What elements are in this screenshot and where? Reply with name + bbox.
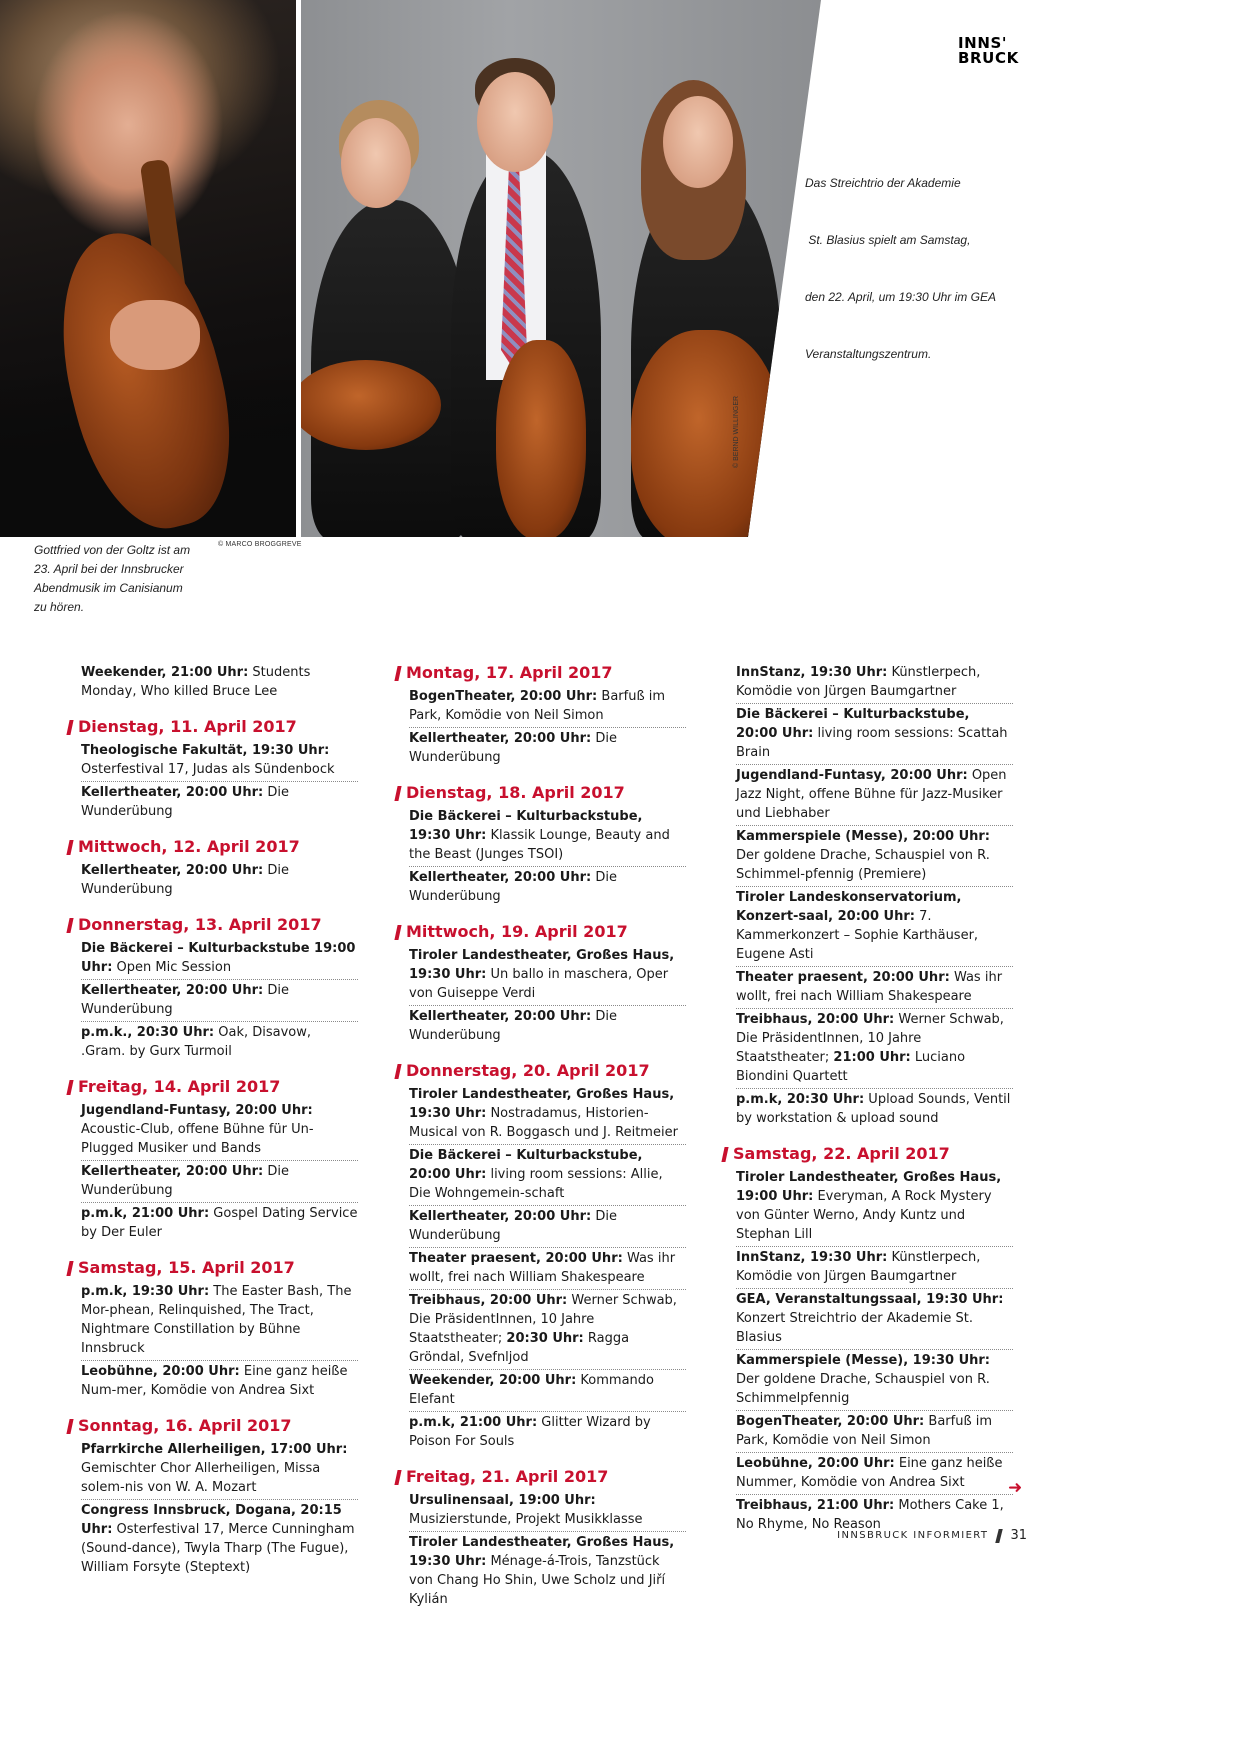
listings-column-3 <box>723 662 1013 1536</box>
event-description: Everyman, A Rock Mystery von Günter Werno, Andy Kuntz und Stephan Lill <box>736 1189 992 1242</box>
event-list-continued <box>68 662 358 703</box>
caption-line: Abendmusik im Canisianum <box>34 581 183 595</box>
event-list <box>396 945 686 1047</box>
event-venue-time: Weekender, 20:00 Uhr: <box>409 1373 577 1388</box>
event-description: Ragga Gröndal, Svefnljod <box>409 1331 630 1365</box>
event-description: Die Wunderübung <box>409 1209 617 1243</box>
event-entry <box>409 1490 686 1532</box>
event-venue-time: Die Bäckerei – Kulturbackstube, 20:00 Uhr: <box>409 1148 643 1182</box>
day-marker-icon <box>66 840 73 855</box>
caption-line: Veranstaltungszentrum. <box>805 347 932 361</box>
event-description: Werner Schwab, Die PräsidentInnen, 10 Jahre Staatstheater; <box>409 1293 677 1346</box>
event-venue-time: Weekender, 21:00 Uhr: <box>81 665 249 680</box>
event-list <box>68 860 358 901</box>
event-venue-time: Theater praesent, 20:00 Uhr: <box>409 1251 623 1266</box>
event-venue-time: Treibhaus, 20:00 Uhr: <box>736 1012 895 1027</box>
event-venue-time: Leobühne, 20:00 Uhr: <box>81 1364 240 1379</box>
day-marker-icon <box>394 786 401 801</box>
day-heading <box>68 716 358 738</box>
day-marker-icon <box>721 1147 728 1162</box>
event-entry <box>409 867 686 908</box>
event-entry <box>736 1089 1013 1130</box>
footer-title: INNSBRUCK INFORMIERT <box>837 1530 989 1541</box>
event-description: Open Jazz Night, offene Bühne für Jazz-Musiker und Liebhaber <box>736 768 1007 821</box>
event-venue-time: Ursulinensaal, 19:00 Uhr: <box>409 1493 596 1508</box>
day-heading-label: Montag, 17. April 2017 <box>406 663 613 682</box>
photo-caption-left <box>34 541 214 617</box>
event-entry <box>736 1289 1013 1350</box>
event-description: Der goldene Drache, Schauspiel von R. Schimmel-pfennig (Premiere) <box>736 848 990 882</box>
event-list <box>396 806 686 908</box>
event-venue-time: Tiroler Landestheater, Großes Haus, 19:30 Uhr: <box>409 1535 675 1569</box>
event-description: Nostradamus, Historien-Musical von R. Boggasch und J. Reitmeier <box>409 1106 678 1140</box>
event-description: Upload Sounds, Ventil by workstation & upload sound <box>736 1092 1011 1126</box>
day-heading <box>396 782 686 804</box>
event-venue-time: Tiroler Landestheater, Großes Haus, 19:00 Uhr: <box>736 1170 1002 1204</box>
event-description: Ménage-á-Trois, Tanzstück von Chang Ho Shin, Uwe Scholz und Jiří Kylián <box>409 1554 666 1607</box>
event-description: Gemischter Chor Allerheiligen, Missa solem-nis von W. A. Mozart <box>81 1461 321 1495</box>
event-venue-time: p.m.k, 21:00 Uhr: <box>81 1206 210 1221</box>
innsbruck-logo <box>958 36 1019 66</box>
event-description: Osterfestival 17, Merce Cunningham (Sound-dance), Twyla Tharp (The Fugue), William Forsyte (Steptext) <box>81 1522 355 1575</box>
day-heading <box>396 921 686 943</box>
event-entry <box>736 967 1013 1009</box>
event-entry <box>736 1167 1013 1247</box>
event-venue-time: Kellertheater, 20:00 Uhr: <box>81 785 264 800</box>
photo-cello-right <box>631 330 781 537</box>
listings-column-1 <box>68 662 358 1579</box>
caption-line: den 22. April, um 19:30 Uhr im GEA <box>805 290 996 304</box>
day-marker-icon <box>66 1080 73 1095</box>
event-venue-time: p.m.k, 21:00 Uhr: <box>409 1415 538 1430</box>
event-venue-time: Theater praesent, 20:00 Uhr: <box>736 970 950 985</box>
event-description: Eine ganz heiße Nummer, Komödie von Andrea Sixt <box>736 1456 1003 1490</box>
event-venue-time: 21:00 Uhr: <box>833 1050 911 1065</box>
photo-credit-right: © BERND WILLINGER <box>733 395 740 468</box>
event-venue-time: Kellertheater, 20:00 Uhr: <box>409 1009 592 1024</box>
event-description: Barfuß im Park, Komödie von Neil Simon <box>736 1414 993 1448</box>
event-entry <box>81 1100 358 1161</box>
event-entry <box>736 1350 1013 1411</box>
event-venue-time: Leobühne, 20:00 Uhr: <box>736 1456 895 1471</box>
event-entry <box>81 782 358 823</box>
event-entry <box>409 1532 686 1611</box>
day-marker-icon <box>394 1064 401 1079</box>
event-venue-time: Tiroler Landestheater, Großes Haus, 19:30 Uhr: <box>409 948 675 982</box>
event-description: Der goldene Drache, Schauspiel von R. Schimmelpfennig <box>736 1372 990 1406</box>
event-venue-time: Kammerspiele (Messe), 19:30 Uhr: <box>736 1353 991 1368</box>
photo-gottfried-von-der-goltz <box>0 0 296 537</box>
event-entry <box>736 662 1013 704</box>
event-entry <box>409 1412 686 1453</box>
photo-face-center <box>477 72 553 172</box>
event-description: Die Wunderübung <box>81 1164 289 1198</box>
event-venue-time: InnStanz, 19:30 Uhr: <box>736 1250 888 1265</box>
photo-face-right <box>663 96 733 188</box>
event-entry <box>409 1084 686 1145</box>
event-description: Acoustic-Club, offene Bühne für Un-Plugged Musiker und Bands <box>81 1122 314 1156</box>
event-entry <box>736 826 1013 887</box>
caption-line: zu hören. <box>34 600 85 614</box>
event-description: Die Wunderübung <box>409 1009 617 1043</box>
day-heading <box>68 1415 358 1437</box>
event-entry <box>736 1247 1013 1289</box>
event-venue-time: Jugendland-Funtasy, 20:00 Uhr: <box>81 1103 313 1118</box>
day-heading <box>396 1060 686 1082</box>
event-description: Luciano Biondini Quartett <box>736 1050 966 1084</box>
event-description: Was ihr wollt, frei nach William Shakespeare <box>736 970 1003 1004</box>
day-marker-icon <box>66 918 73 933</box>
event-description: Barfuß im Park, Komödie von Neil Simon <box>409 689 666 723</box>
event-description: Was ihr wollt, frei nach William Shakespeare <box>409 1251 676 1285</box>
photo-credit-left: © MARCO BROGGREVE <box>218 541 302 548</box>
day-heading <box>68 1076 358 1098</box>
event-description: Kommando Elefant <box>409 1373 654 1407</box>
event-venue-time: InnStanz, 19:30 Uhr: <box>736 665 888 680</box>
day-heading-label: Donnerstag, 20. April 2017 <box>406 1061 650 1080</box>
day-heading-label: Sonntag, 16. April 2017 <box>78 1416 292 1435</box>
event-entry <box>81 1022 358 1063</box>
event-list <box>68 1281 358 1402</box>
event-entry <box>81 938 358 980</box>
event-venue-time: Theologische Fakultät, 19:30 Uhr: <box>81 743 330 758</box>
event-description: The Easter Bash, The Mor-phean, Relinquished, The Tract, Nightmare Constillation by Bühne Innsbruck <box>81 1284 352 1356</box>
event-list <box>723 1167 1013 1536</box>
event-venue-time: Kellertheater, 20:00 Uhr: <box>409 731 592 746</box>
day-marker-icon <box>66 1261 73 1276</box>
event-venue-time: Pfarrkirche Allerheiligen, 17:00 Uhr: <box>81 1442 348 1457</box>
event-venue-time: p.m.k, 20:30 Uhr: <box>736 1092 865 1107</box>
day-heading-label: Mittwoch, 12. April 2017 <box>78 837 300 856</box>
day-heading-label: Samstag, 22. April 2017 <box>733 1144 950 1163</box>
day-heading-label: Freitag, 21. April 2017 <box>406 1467 609 1486</box>
event-venue-time: BogenTheater, 20:00 Uhr: <box>736 1414 925 1429</box>
event-description: Die Wunderübung <box>81 785 289 819</box>
photo-streichtrio <box>301 0 821 537</box>
event-entry <box>409 1370 686 1412</box>
event-description: Mothers Cake 1, No Rhyme, No Reason <box>736 1498 1004 1532</box>
event-entry <box>409 806 686 867</box>
event-venue-time: Kammerspiele (Messe), 20:00 Uhr: <box>736 829 991 844</box>
event-entry <box>81 1361 358 1402</box>
event-entry <box>736 1009 1013 1089</box>
event-venue-time: Die Bäckerei – Kulturbackstube 19:00 Uhr: <box>81 941 356 975</box>
event-description: living room sessions: Scattah Brain <box>736 726 1008 760</box>
event-entry <box>81 1281 358 1361</box>
day-heading <box>68 1257 358 1279</box>
day-marker-icon <box>66 720 73 735</box>
event-venue-time: BogenTheater, 20:00 Uhr: <box>409 689 598 704</box>
event-entry <box>81 740 358 782</box>
day-marker-icon <box>394 925 401 940</box>
photo-caption-right <box>805 136 1065 383</box>
day-heading <box>68 914 358 936</box>
day-marker-icon <box>394 666 401 681</box>
event-list <box>396 1490 686 1611</box>
day-heading <box>68 836 358 858</box>
event-description: Künstlerpech, Komödie von Jürgen Baumgartner <box>736 1250 981 1284</box>
event-venue-time: Die Bäckerei – Kulturbackstube, 20:00 Uhr: <box>736 707 970 741</box>
event-list <box>68 1439 358 1579</box>
event-entry <box>736 765 1013 826</box>
event-entry <box>81 662 358 703</box>
event-venue-time: Kellertheater, 20:00 Uhr: <box>81 983 264 998</box>
event-description: Eine ganz heiße Num-mer, Komödie von Andrea Sixt <box>81 1364 348 1398</box>
event-entry <box>736 1411 1013 1453</box>
photo-viola-center <box>496 340 586 537</box>
event-entry <box>409 686 686 728</box>
event-entry <box>409 1206 686 1248</box>
logo-line-2: BRUCK <box>958 49 1019 67</box>
day-marker-icon <box>394 1470 401 1485</box>
footer-divider <box>996 1529 1003 1543</box>
event-list <box>396 686 686 769</box>
day-heading-label: Mittwoch, 19. April 2017 <box>406 922 628 941</box>
event-description: Gospel Dating Service by Der Euler <box>81 1206 358 1240</box>
caption-line: St. Blasius spielt am Samstag, <box>805 233 971 247</box>
event-entry <box>409 728 686 769</box>
caption-line: Das Streichtrio der Akademie <box>805 176 961 190</box>
listings-column-2 <box>396 662 686 1611</box>
event-venue-time: p.m.k, 19:30 Uhr: <box>81 1284 210 1299</box>
day-heading-label: Donnerstag, 13. April 2017 <box>78 915 322 934</box>
event-description: living room sessions: Allie, Die Wohngemein-schaft <box>409 1167 663 1201</box>
event-venue-time: Die Bäckerei – Kulturbackstube, 19:30 Uhr: <box>409 809 643 843</box>
event-entry <box>736 887 1013 967</box>
event-list <box>68 740 358 823</box>
event-description: Klassik Lounge, Beauty and the Beast (Junges TSOI) <box>409 828 670 862</box>
photo-hand <box>110 300 200 370</box>
event-entry <box>409 1248 686 1290</box>
event-venue-time: GEA, Veranstaltungssaal, 19:30 Uhr: <box>736 1292 1004 1307</box>
event-venue-time: p.m.k., 20:30 Uhr: <box>81 1025 215 1040</box>
event-description: Open Mic Session <box>112 960 232 975</box>
event-description: Musizierstunde, Projekt Musikklasse <box>409 1512 643 1527</box>
event-description: Die Wunderübung <box>81 983 289 1017</box>
caption-line: Gottfried von der Goltz ist am <box>34 543 191 557</box>
page-footer <box>780 1528 1027 1543</box>
event-entry <box>409 1290 686 1370</box>
event-venue-time: Kellertheater, 20:00 Uhr: <box>81 1164 264 1179</box>
event-entry <box>736 1453 1013 1495</box>
day-heading-label: Freitag, 14. April 2017 <box>78 1077 281 1096</box>
event-venue-time: Kellertheater, 20:00 Uhr: <box>81 863 264 878</box>
logo-line-1: INNS' <box>958 34 1008 52</box>
event-description: 7. Kammerkonzert – Sophie Karthäuser, Eugene Asti <box>736 909 979 962</box>
event-entry <box>409 1006 686 1047</box>
event-venue-time: Treibhaus, 20:00 Uhr: <box>409 1293 568 1308</box>
event-description: Oak, Disavow, .Gram. by Gurx Turmoil <box>81 1025 312 1059</box>
event-entry <box>81 1161 358 1203</box>
event-entry <box>409 1145 686 1206</box>
event-description: Die Wunderübung <box>81 863 289 897</box>
event-description: Konzert Streichtrio der Akademie St. Blasius <box>736 1311 974 1345</box>
event-venue-time: Jugendland-Funtasy, 20:00 Uhr: <box>736 768 968 783</box>
day-heading-label: Dienstag, 11. April 2017 <box>78 717 297 736</box>
day-heading-label: Samstag, 15. April 2017 <box>78 1258 295 1277</box>
event-entry <box>81 860 358 901</box>
event-entry <box>81 1500 358 1579</box>
event-description: Glitter Wizard by Poison For Souls <box>409 1415 651 1449</box>
day-marker-icon <box>66 1419 73 1434</box>
day-heading <box>396 1466 686 1488</box>
page-number: 31 <box>1010 1528 1027 1543</box>
event-description: Un ballo in maschera, Oper von Guiseppe Verdi <box>409 967 669 1001</box>
day-heading <box>723 1143 1013 1165</box>
event-description: Werner Schwab, Die PräsidentInnen, 10 Jahre Staatstheater; <box>736 1012 1004 1065</box>
day-heading-label: Dienstag, 18. April 2017 <box>406 783 625 802</box>
event-description: Die Wunderübung <box>409 870 617 904</box>
event-list <box>68 1100 358 1244</box>
event-description: Künstlerpech, Komödie von Jürgen Baumgartner <box>736 665 981 699</box>
event-venue-time: 20:30 Uhr: <box>506 1331 584 1346</box>
event-entry <box>736 704 1013 765</box>
event-list <box>68 938 358 1063</box>
event-venue-time: Kellertheater, 20:00 Uhr: <box>409 1209 592 1224</box>
photo-face-left <box>341 118 411 208</box>
day-heading <box>396 662 686 684</box>
event-description: Die Wunderübung <box>409 731 617 765</box>
event-list-continued <box>723 662 1013 1130</box>
event-venue-time: Treibhaus, 21:00 Uhr: <box>736 1498 895 1513</box>
event-venue-time: Kellertheater, 20:00 Uhr: <box>409 870 592 885</box>
event-venue-time: Congress Innsbruck, Dogana, 20:15 Uhr: <box>81 1503 342 1537</box>
event-entry <box>81 1439 358 1500</box>
event-entry <box>409 945 686 1006</box>
event-description: Students Monday, Who killed Bruce Lee <box>81 665 311 699</box>
event-list <box>396 1084 686 1453</box>
event-venue-time: Tiroler Landeskonservatorium, Konzert-saal, 20:00 Uhr: <box>736 890 962 924</box>
event-description: Osterfestival 17, Judas als Sündenbock <box>81 762 335 777</box>
event-entry <box>81 980 358 1022</box>
event-venue-time: Tiroler Landestheater, Großes Haus, 19:30 Uhr: <box>409 1087 675 1121</box>
event-entry <box>81 1203 358 1244</box>
continue-arrow-icon: ➜ <box>1008 1478 1023 1498</box>
caption-line: 23. April bei der Innsbrucker <box>34 562 184 576</box>
